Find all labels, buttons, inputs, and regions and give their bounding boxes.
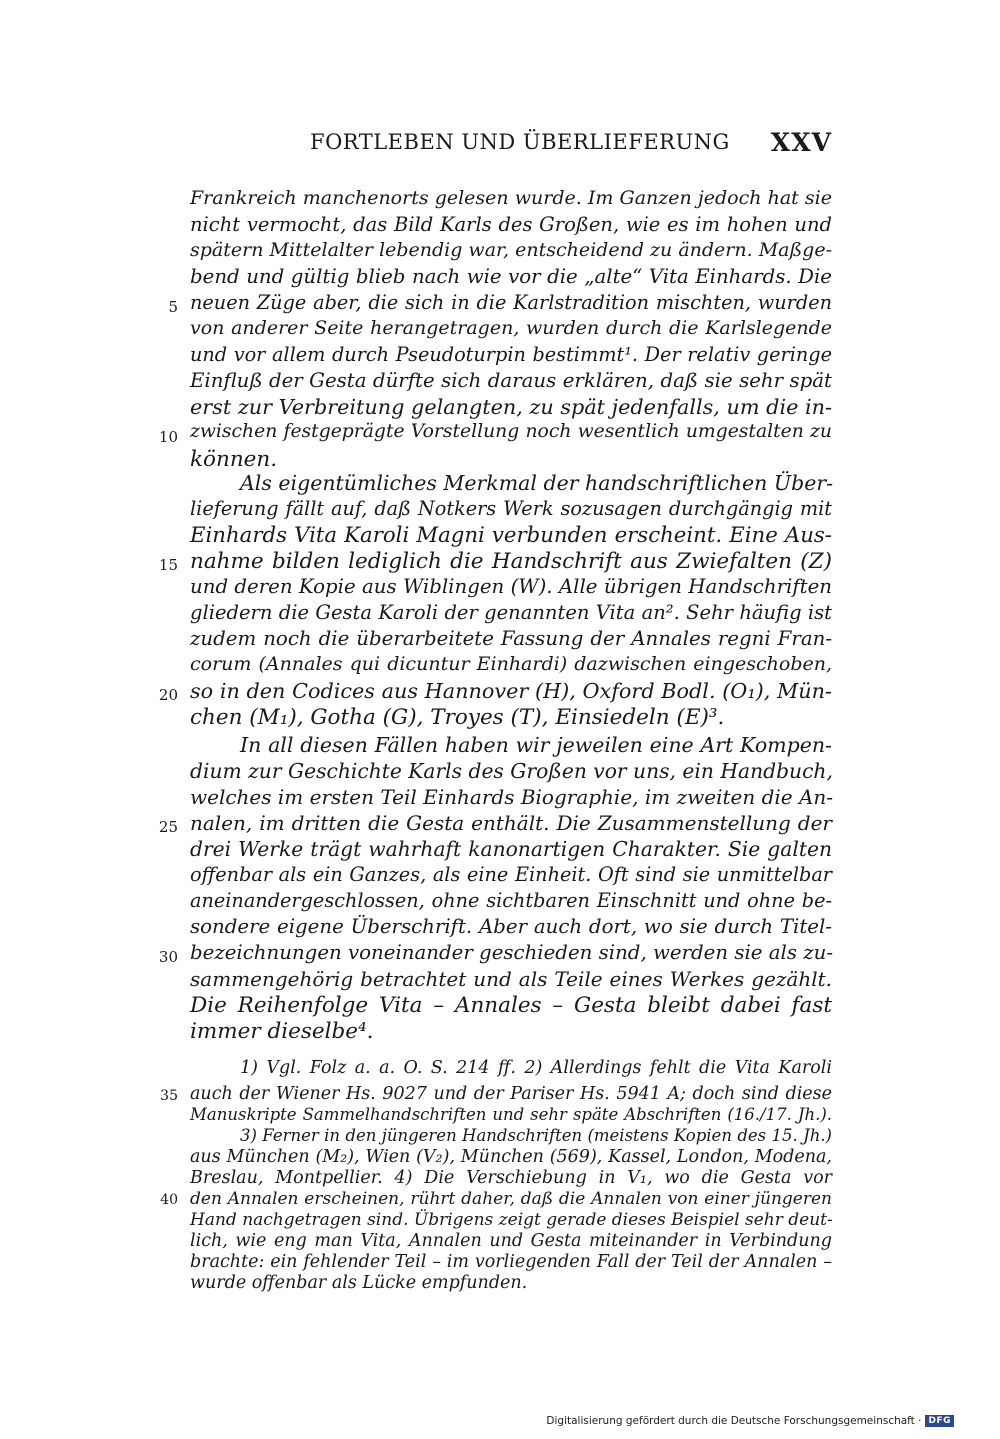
body-line: welches im ersten Teil Einhards Biographie, im zweiten die An- <box>190 785 834 809</box>
line-number: 5 <box>168 298 178 316</box>
body-line: bezeichnungen voneinander geschieden sind, werden sie als zu- <box>190 941 834 964</box>
body-line: können. <box>190 447 278 472</box>
body-line: Frankreich manchenorts gelesen wurde. Im Ganzen jedoch hat sie <box>190 187 832 209</box>
body-line: zwischen festgeprägte Vorstellung noch wesentlich umgestalten zu <box>190 421 832 442</box>
page-header <box>190 128 832 162</box>
body-line: Als eigentümliches Merkmal der handschriftlichen Über- <box>240 471 834 495</box>
body-line: nalen, im dritten die Gesta enthält. Die Zusammenstellung der <box>190 811 832 835</box>
body-line: und vor allem durch Pseudoturpin bestimmt¹. Der relativ geringe <box>190 343 832 366</box>
body-line: nicht vermocht, das Bild Karls des Großen, wie es im hohen und <box>190 213 832 236</box>
footnote-line: 3) Ferner in den jüngeren Handschriften (meistens Kopien des 15. Jh.) <box>240 1126 832 1145</box>
body-line: sondere eigene Überschrift. Aber auch dort, wo sie durch Titel- <box>190 915 832 938</box>
body-line: chen (M₁), Gotha (G), Troyes (T), Einsiedeln (E)³. <box>190 705 725 730</box>
footnote-line: den Annalen erscheinen, rührt daher, daß die Annalen von einer jüngeren <box>190 1189 832 1209</box>
body-line: sammengehörig betrachtet und als Teile eines Werkes gezählt. <box>190 967 832 991</box>
body-line: aneinandergeschlossen, ohne sichtbaren Einschnitt und ohne be- <box>190 889 832 912</box>
footnote-line: Hand nachgetragen sind. Übrigens zeigt gerade dieses Beispiel sehr deut- <box>190 1210 833 1230</box>
body-line: spätern Mittelalter lebendig war, entscheidend zu ändern. Maßge- <box>190 239 832 261</box>
running-title: FORTLEBEN UND ÜBERLIEFERUNG <box>310 130 730 154</box>
body-line: und deren Kopie aus Wiblingen (W). Alle übrigen Handschriften <box>190 575 832 598</box>
body-line: Die Reihenfolge Vita – Annales – Gesta bleibt dabei fast <box>190 993 832 1018</box>
page-number: XXV <box>770 128 832 157</box>
footnote-line: brachte: ein fehlender Teil – im vorliegenden Fall der Teil der Annalen – <box>190 1252 832 1272</box>
footnote-line: lich, wie eng man Vita, Annalen und Gesta miteinander in Verbindung <box>190 1231 832 1251</box>
body-line: erst zur Verbreitung gelangten, zu spät jedenfalls, um die in- <box>190 395 832 419</box>
body-line: nahme bilden lediglich die Handschrift aus Zwiefalten (Z) <box>190 549 832 574</box>
body-line: von anderer Seite herangetragen, wurden durch die Karlslegende <box>190 317 832 339</box>
body-line: neuen Züge aber, die sich in die Karlstradition mischten, wurden <box>190 291 832 314</box>
footnote-line: Breslau, Montpellier. 4) Die Verschiebung in V₁, wo die Gesta vor <box>190 1168 832 1188</box>
body-line: corum (Annales qui dicuntur Einhardi) dazwischen eingeschoben, <box>190 653 832 675</box>
line-number: 20 <box>158 686 178 704</box>
body-line: gliedern die Gesta Karoli der genannten Vita an². Sehr häufig ist <box>190 601 832 624</box>
body-line: Einhards Vita Karoli Magni verbunden erscheint. Eine Aus- <box>190 523 832 548</box>
footnote-line: aus München (M₂), Wien (V₂), München (569), Kassel, London, Modena, <box>190 1147 832 1167</box>
line-number: 40 <box>160 1192 178 1208</box>
body-line: so in den Codices aus Hannover (H), Oxford Bodl. (O₁), Mün- <box>190 679 832 703</box>
footnote-line: wurde offenbar als Lücke empfunden. <box>190 1273 528 1293</box>
body-line: drei Werke trägt wahrhaft kanonartigen Charakter. Sie galten <box>190 837 832 861</box>
body-line: bend und gültig blieb nach wie vor die „alte“ Vita Einhards. Die <box>190 265 832 288</box>
credit-text: Digitalisierung gefördert durch die Deutsche Forschungsgemeinschaft · <box>546 1415 922 1427</box>
footnote-line: auch der Wiener Hs. 9027 und der Pariser Hs. 5941 A; doch sind diese <box>190 1084 832 1104</box>
body-line: dium zur Geschichte Karls des Großen vor uns, ein Handbuch, <box>190 759 833 783</box>
line-number: 35 <box>160 1088 178 1104</box>
line-number: 15 <box>158 556 178 574</box>
body-line: zudem noch die überarbeitete Fassung der Annales regni Fran- <box>190 627 832 650</box>
body-line: lieferung fällt auf, daß Notkers Werk sozusagen durchgängig mit <box>190 497 832 520</box>
footnote-line: Manuskripte Sammelhandschriften und sehr späte Abschriften (16./17. Jh.). <box>190 1105 832 1124</box>
body-line: In all diesen Fällen haben wir jeweilen eine Art Kompen- <box>240 733 832 757</box>
body-line: offenbar als ein Ganzes, als eine Einheit. Oft sind sie unmittelbar <box>190 863 832 886</box>
line-number: 10 <box>158 428 178 446</box>
line-number: 30 <box>158 948 178 966</box>
body-line: immer dieselbe⁴. <box>190 1019 374 1044</box>
line-number: 25 <box>158 818 178 836</box>
footnote-line: 1) Vgl. Folz a. a. O. S. 214 ff. 2) Allerdings fehlt die Vita Karoli <box>240 1058 832 1078</box>
digitization-credit <box>546 1415 954 1427</box>
dfg-logo: DFG <box>925 1415 954 1427</box>
body-line: Einfluß der Gesta dürfte sich daraus erklären, daß sie sehr spät <box>190 369 832 392</box>
